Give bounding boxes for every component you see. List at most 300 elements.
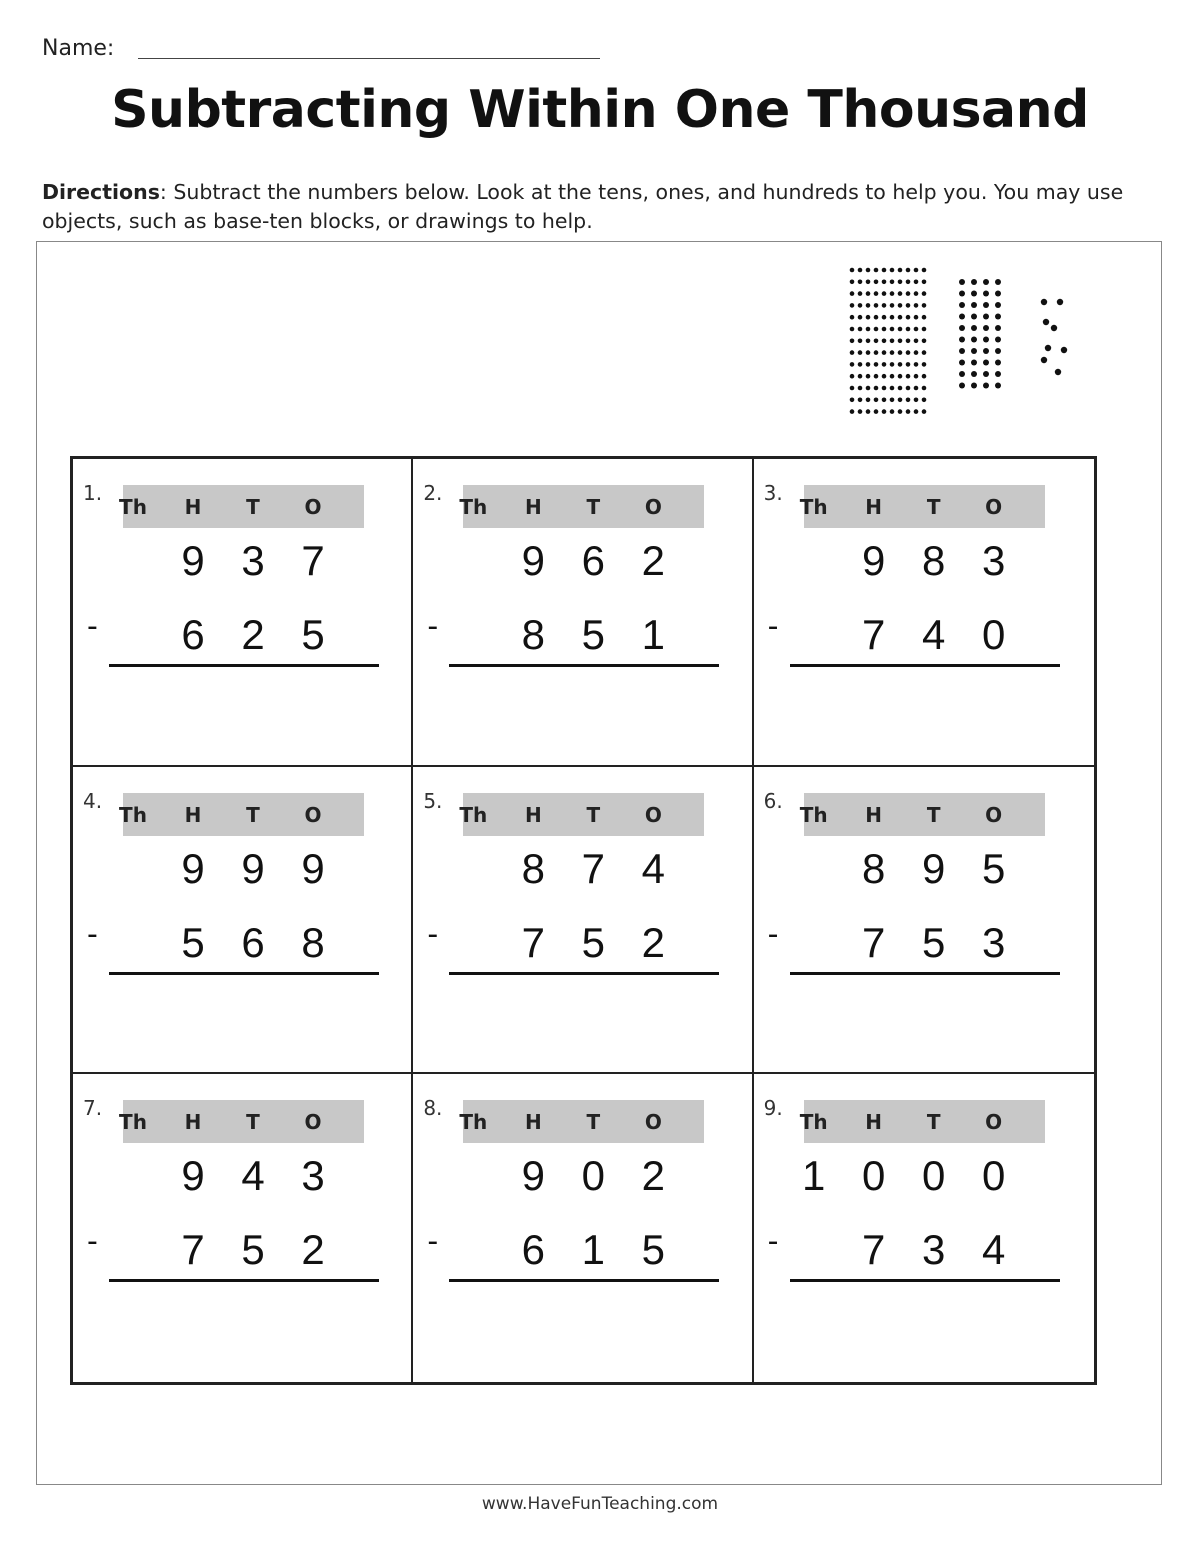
one-unit-dot: [1043, 319, 1049, 325]
problem-cell: [73, 767, 413, 1075]
hundred-block-dot: [850, 315, 855, 320]
ten-rod-dot: [959, 371, 965, 377]
subtrahend-digit: 5: [581, 918, 605, 966]
place-value-label: T: [586, 1110, 601, 1135]
minuend-digit: 0: [921, 1152, 946, 1200]
hundred-block-dot: [914, 374, 919, 379]
minus-sign: -: [87, 1224, 98, 1260]
ten-rod-dot: [983, 302, 989, 308]
minuend-digit: 2: [641, 1152, 665, 1200]
hundred-block-dot: [874, 398, 879, 403]
hundred-block-dot: [898, 291, 903, 296]
ten-rod-dot: [971, 337, 977, 343]
ten-rod-dot: [983, 314, 989, 320]
minuend-digit: 2: [641, 537, 665, 584]
hundred-block-dot: [882, 280, 887, 285]
place-value-header: [459, 793, 704, 836]
hundred-block-dot: [922, 303, 927, 308]
hundred-block-dot: [906, 303, 911, 308]
subtrahend-digit: 5: [581, 611, 605, 658]
hundred-block-dot: [914, 339, 919, 344]
hundred-block-dot: [906, 398, 911, 403]
hundred-block-dot: [866, 268, 871, 273]
subtrahend-digit: 1: [641, 611, 665, 658]
hundred-block-dot: [858, 303, 863, 308]
hundred-block-dot: [898, 398, 903, 403]
hundred-block-dot: [914, 291, 919, 296]
ten-rod-dot: [959, 337, 965, 343]
hundred-block-dot: [882, 362, 887, 367]
hundred-block-dot: [858, 362, 863, 367]
ten-rod-dot: [995, 291, 1001, 297]
hundred-block-dot: [890, 268, 895, 273]
place-value-label: O: [985, 1110, 1003, 1135]
hundred-block-dot: [890, 291, 895, 296]
hundred-block-dot: [866, 291, 871, 296]
place-value-label: T: [926, 495, 941, 519]
hundred-block-dot: [850, 409, 855, 414]
place-value-label: Th: [459, 1110, 488, 1135]
hundred-block-dot: [898, 280, 903, 285]
subtrahend-digit: 2: [641, 918, 665, 966]
hundred-block-dot: [874, 327, 879, 332]
one-unit-dot: [1045, 345, 1051, 351]
subtrahend-digit: 8: [521, 611, 545, 658]
minuend-digit: 7: [581, 844, 605, 892]
subtrahend-digit: 1: [581, 1226, 605, 1274]
hundred-block-dot: [906, 339, 911, 344]
one-unit-dot: [1055, 369, 1061, 375]
hundred-block-dot: [922, 386, 927, 391]
hundred-block-dot: [898, 374, 903, 379]
answer-line[interactable]: [109, 664, 379, 667]
place-value-label: T: [246, 1110, 260, 1135]
hundred-block-dot: [882, 291, 887, 296]
minuend-digit: 0: [861, 1152, 886, 1200]
place-value-label: Th: [799, 1110, 828, 1135]
hundred-block-dot: [858, 291, 863, 296]
place-value-header: [119, 793, 364, 836]
ten-rod-dot: [983, 291, 989, 297]
minus-sign: -: [87, 916, 98, 952]
hundred-block-dot: [914, 268, 919, 273]
hundred-block-dot: [906, 350, 911, 355]
minuend-digit: 9: [241, 844, 265, 892]
ten-rod-dot: [971, 325, 977, 331]
footer-url: www.HaveFunTeaching.com: [481, 1494, 719, 1514]
hundred-block-dot: [866, 362, 871, 367]
ten-rod-dot: [995, 360, 1001, 366]
minus-sign: -: [427, 609, 439, 644]
place-value-header: [799, 485, 1045, 528]
hundred-block-dot: [906, 409, 911, 414]
hundred-block-dot: [874, 386, 879, 391]
place-value-label: H: [865, 495, 883, 519]
hundred-block-dot: [858, 350, 863, 355]
place-value-label: O: [644, 1110, 662, 1135]
ten-rod-dot: [995, 279, 1001, 285]
ten-rod-dot: [959, 325, 965, 331]
hundred-block-dot: [890, 409, 895, 414]
hundred-block-dot: [922, 350, 927, 355]
problem-cell: [73, 1074, 413, 1382]
hundred-block-dot: [874, 409, 879, 414]
answer-line[interactable]: [449, 664, 719, 667]
hundred-block-dot: [850, 362, 855, 367]
ten-rod-dot: [959, 383, 965, 389]
hundred-block-dot: [890, 398, 895, 403]
subtrahend-digit: 3: [981, 918, 1006, 966]
hundred-block-dot: [922, 268, 927, 273]
place-value-label: O: [985, 802, 1003, 827]
minuend-digit: 3: [241, 537, 265, 584]
hundred-block-dot: [890, 339, 895, 344]
hundred-block-dot: [922, 362, 927, 367]
ten-rod-dot: [971, 383, 977, 389]
hundred-block-dot: [922, 280, 927, 285]
problem-cell: [413, 1074, 753, 1382]
hundred-block-dot: [866, 303, 871, 308]
hundred-block-dot: [858, 339, 863, 344]
minuend-digit: 9: [521, 537, 545, 584]
hundred-block-dot: [850, 280, 855, 285]
hundred-block-dot: [858, 386, 863, 391]
hundred-block-dot: [914, 409, 919, 414]
hundred-block-dot: [914, 327, 919, 332]
ten-rod-dot: [959, 302, 965, 308]
hundred-block-dot: [858, 327, 863, 332]
hundred-block-dot: [890, 280, 895, 285]
minus-sign: -: [767, 1224, 779, 1260]
hundred-block-dot: [906, 327, 911, 332]
ten-rod-dot: [983, 325, 989, 331]
hundred-block-dot: [914, 350, 919, 355]
place-value-label: Th: [119, 495, 147, 519]
hundred-block-dot: [906, 291, 911, 296]
hundred-block-dot: [898, 362, 903, 367]
place-value-label: T: [926, 802, 941, 827]
hundred-block-dot: [922, 409, 927, 414]
ten-rod-dot: [995, 383, 1001, 389]
minuend-digit: 9: [181, 1152, 205, 1200]
hundred-block-dot: [914, 303, 919, 308]
subtrahend-digit: 6: [181, 611, 205, 658]
answer-line[interactable]: [109, 1279, 379, 1282]
hundred-block-dot: [866, 409, 871, 414]
place-value-label: O: [644, 802, 662, 827]
answer-line[interactable]: [790, 1279, 1060, 1282]
one-unit-dot: [1041, 357, 1047, 363]
answer-line[interactable]: [109, 972, 379, 975]
place-value-label: Th: [799, 802, 828, 827]
place-value-label: O: [985, 495, 1003, 519]
problem-number: 9.: [763, 1096, 783, 1121]
hundred-block-dot: [906, 374, 911, 379]
one-unit-dot: [1061, 347, 1067, 353]
ten-rod-dot: [995, 337, 1001, 343]
hundred-block-dot: [914, 398, 919, 403]
hundred-block-dot: [866, 315, 871, 320]
minuend-digit: 8: [861, 844, 886, 892]
subtrahend-digit: 5: [641, 1226, 665, 1274]
directions-label: Directions: [42, 180, 160, 204]
place-value-label: H: [184, 802, 202, 827]
place-value-header: [799, 1100, 1045, 1143]
hundred-block-dot: [890, 386, 895, 391]
place-value-header: [799, 793, 1045, 836]
subtrahend-digit: 7: [861, 611, 886, 658]
problem-cell: [754, 459, 1094, 767]
minuend-digit: 8: [921, 537, 946, 584]
one-unit-dot: [1051, 325, 1057, 331]
problem-number: 6.: [763, 788, 783, 813]
minuend-digit: 9: [921, 844, 946, 892]
place-value-label: T: [586, 802, 601, 827]
ten-rod-dot: [995, 325, 1001, 331]
hundred-block-dot: [898, 315, 903, 320]
hundred-block-dot: [866, 339, 871, 344]
page-title: Subtracting Within One Thousand: [111, 80, 1089, 140]
hundred-block-dot: [890, 303, 895, 308]
hundred-block-dot: [874, 339, 879, 344]
ten-rod-dot: [971, 279, 977, 285]
subtrahend-digit: 2: [301, 1226, 325, 1274]
place-value-label: T: [246, 802, 260, 827]
hundred-block-dot: [858, 268, 863, 273]
hundred-block-dot: [874, 374, 879, 379]
hundred-block-dot: [850, 303, 855, 308]
ten-rod-dot: [983, 348, 989, 354]
hundred-block-dot: [874, 362, 879, 367]
ten-rod-dot: [971, 371, 977, 377]
place-value-label: T: [246, 495, 260, 519]
minuend-digit: 9: [521, 1152, 545, 1200]
ten-rod-dot: [971, 348, 977, 354]
hundred-block-dot: [922, 291, 927, 296]
problem-number: 4.: [83, 788, 103, 813]
place-value-label: Th: [119, 802, 147, 827]
name-line[interactable]: [138, 58, 600, 59]
ten-rod-dot: [959, 360, 965, 366]
hundred-block-dot: [890, 374, 895, 379]
hundred-block-dot: [866, 350, 871, 355]
minuend-digit: 3: [981, 537, 1006, 584]
hundred-block-dot: [906, 268, 911, 273]
hundred-block-dot: [898, 303, 903, 308]
subtrahend-digit: 6: [241, 918, 265, 966]
ten-rod-dot: [971, 302, 977, 308]
place-value-label: H: [524, 1110, 542, 1135]
place-value-label: O: [304, 495, 322, 519]
ten-rod-dot: [983, 337, 989, 343]
hundred-block-dot: [858, 374, 863, 379]
hundred-block-dot: [882, 339, 887, 344]
hundred-block-dot: [922, 327, 927, 332]
hundred-block-dot: [922, 398, 927, 403]
hundred-block-dot: [874, 268, 879, 273]
problem-number: 1.: [83, 481, 103, 505]
place-value-label: H: [524, 495, 542, 519]
ten-rod-dot: [983, 279, 989, 285]
minuend-digit: 9: [181, 537, 205, 584]
ten-rod-dot: [959, 279, 965, 285]
subtrahend-digit: 2: [241, 611, 265, 658]
hundred-block-dot: [866, 386, 871, 391]
directions-text: : Subtract the numbers below. Look at the tens, ones, and hundreds to help you. You may use objects, such as base-ten blocks, or drawings to help.: [42, 180, 1124, 233]
hundred-block-dot: [858, 409, 863, 414]
hundred-block-dot: [850, 386, 855, 391]
hundred-block-dot: [850, 327, 855, 332]
ten-rod-dot: [995, 302, 1001, 308]
hundred-block-dot: [890, 350, 895, 355]
hundred-block-dot: [882, 398, 887, 403]
hundred-block-dot: [850, 339, 855, 344]
answer-line[interactable]: [790, 664, 1060, 667]
hundred-block-dot: [898, 268, 903, 273]
hundred-block-dot: [882, 315, 887, 320]
place-value-header: [459, 485, 704, 528]
hundred-block-dot: [922, 315, 927, 320]
place-value-label: Th: [459, 802, 488, 827]
hundred-block-dot: [914, 280, 919, 285]
hundred-block-dot: [906, 386, 911, 391]
hundred-block-dot: [898, 339, 903, 344]
hundred-block-dot: [850, 268, 855, 273]
subtrahend-digit: 0: [981, 611, 1006, 658]
hundred-block-dot: [858, 315, 863, 320]
subtrahend-digit: 5: [301, 611, 325, 658]
subtrahend-digit: 5: [181, 918, 205, 966]
hundred-block-dot: [882, 268, 887, 273]
base-ten-blocks-illustration: [840, 262, 1080, 422]
problem-cell: [754, 1074, 1094, 1382]
minuend-digit: 4: [241, 1152, 265, 1200]
hundred-block-dot: [882, 386, 887, 391]
one-unit-dot: [1041, 299, 1047, 305]
subtrahend-digit: 6: [521, 1226, 545, 1274]
answer-line[interactable]: [790, 972, 1060, 975]
ten-rod-dot: [983, 360, 989, 366]
hundred-block-dot: [882, 327, 887, 332]
minuend-digit: 5: [981, 844, 1006, 892]
place-value-header: [459, 1100, 704, 1143]
hundred-block-dot: [890, 315, 895, 320]
subtrahend-digit: 3: [921, 1226, 946, 1274]
problem-cell: [754, 767, 1094, 1075]
problem-grid: [70, 456, 1097, 1385]
hundred-block-dot: [850, 350, 855, 355]
place-value-label: H: [184, 495, 202, 519]
minuend-digit: 1: [801, 1152, 826, 1200]
problem-cell: [73, 459, 413, 767]
hundred-block-dot: [890, 327, 895, 332]
minuend-digit: 9: [861, 537, 886, 584]
minus-sign: -: [427, 916, 439, 952]
subtrahend-digit: 5: [921, 918, 946, 966]
place-value-label: H: [524, 802, 542, 827]
place-value-label: O: [644, 495, 662, 519]
subtrahend-digit: 4: [981, 1226, 1006, 1274]
directions: [42, 178, 1152, 236]
subtrahend-digit: 7: [521, 918, 545, 966]
hundred-block-dot: [898, 350, 903, 355]
hundred-block-dot: [866, 398, 871, 403]
problem-number: 8.: [423, 1096, 443, 1121]
minuend-digit: 9: [301, 844, 325, 892]
hundred-block-dot: [874, 303, 879, 308]
problem-number: 3.: [763, 481, 783, 505]
minuend-digit: 6: [581, 537, 605, 584]
minus-sign: -: [427, 1224, 439, 1260]
minuend-digit: 8: [521, 844, 545, 892]
hundred-block-dot: [914, 386, 919, 391]
minuend-digit: 4: [641, 844, 665, 892]
place-value-label: T: [586, 495, 601, 519]
place-value-header: [119, 485, 364, 528]
hundred-block-dot: [898, 409, 903, 414]
hundred-block-dot: [850, 291, 855, 296]
place-value-label: T: [926, 1110, 941, 1135]
hundred-block-dot: [898, 327, 903, 332]
minuend-digit: 0: [581, 1152, 605, 1200]
hundred-block-dot: [906, 315, 911, 320]
hundred-block-dot: [858, 280, 863, 285]
hundred-block-dot: [866, 327, 871, 332]
problem-number: 2.: [423, 481, 443, 505]
ten-rod-dot: [983, 371, 989, 377]
minuend-digit: 9: [181, 844, 205, 892]
ten-rod-dot: [995, 348, 1001, 354]
ten-rod-dot: [959, 291, 965, 297]
answer-line[interactable]: [449, 1279, 719, 1282]
hundred-block-dot: [906, 362, 911, 367]
hundred-block-dot: [874, 315, 879, 320]
place-value-label: H: [184, 1110, 202, 1135]
subtrahend-digit: 5: [241, 1226, 265, 1274]
one-unit-dot: [1057, 299, 1063, 305]
place-value-label: H: [865, 1110, 883, 1135]
problem-cell: [413, 767, 753, 1075]
hundred-block-dot: [866, 374, 871, 379]
ten-rod-dot: [971, 314, 977, 320]
minuend-digit: 0: [981, 1152, 1006, 1200]
hundred-block-dot: [922, 339, 927, 344]
minuend-digit: 7: [301, 537, 325, 584]
minus-sign: -: [87, 609, 98, 644]
hundred-block-dot: [874, 350, 879, 355]
problem-cell: [413, 459, 753, 767]
hundred-block-dot: [866, 280, 871, 285]
minuend-digit: 3: [301, 1152, 325, 1200]
subtrahend-digit: 7: [861, 1226, 886, 1274]
place-value-label: Th: [119, 1110, 147, 1135]
hundred-block-dot: [898, 386, 903, 391]
hundred-block-dot: [906, 280, 911, 285]
hundred-block-dot: [882, 409, 887, 414]
hundred-block-dot: [882, 350, 887, 355]
place-value-label: Th: [459, 495, 488, 519]
subtrahend-digit: 7: [861, 918, 886, 966]
ten-rod-dot: [983, 383, 989, 389]
problem-number: 5.: [423, 788, 443, 813]
place-value-label: O: [304, 1110, 322, 1135]
subtrahend-digit: 4: [921, 611, 946, 658]
ten-rod-dot: [959, 314, 965, 320]
answer-line[interactable]: [449, 972, 719, 975]
ten-rod-dot: [995, 314, 1001, 320]
minus-sign: -: [767, 916, 779, 952]
hundred-block-dot: [850, 374, 855, 379]
